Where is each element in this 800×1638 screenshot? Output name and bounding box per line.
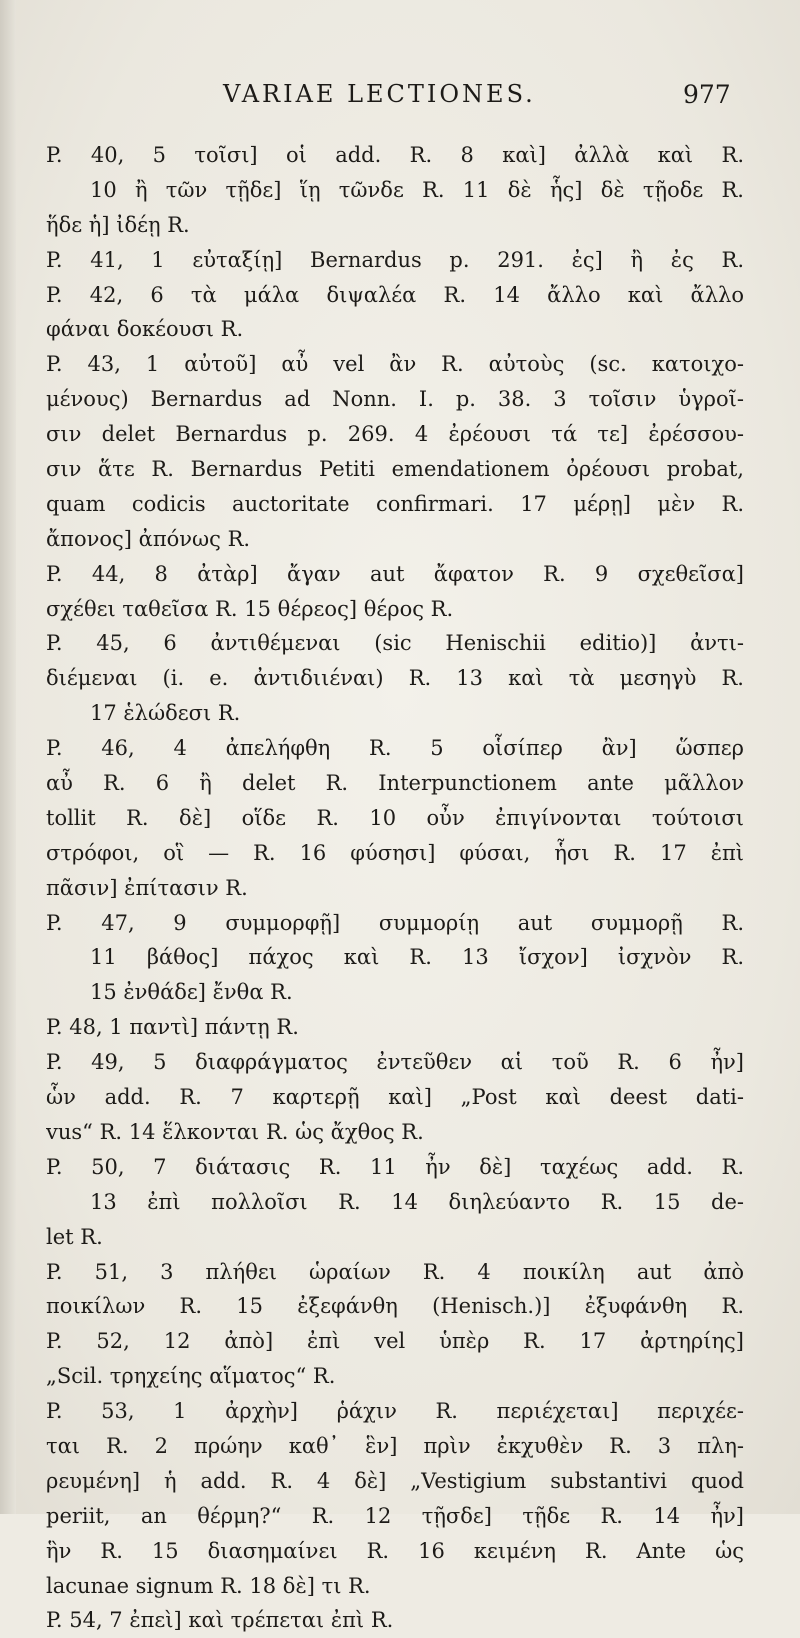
text-line: P. 44, 8 ἀτὰρ] ἄγαν aut ἄφατον R. 9 σχεθεῖσα] (46, 561, 744, 586)
text-line: P. 50, 7 διάτασις R. 11 ἦν δὲ] ταχέως add. R. (46, 1154, 744, 1179)
text-line: μένους) Bernardus ad Nonn. I. p. 38. 3 τοῖσιν ὑγροῖ- (46, 387, 744, 412)
page-number: 977 (683, 80, 731, 109)
text-line: ται R. 2 πρώην καθ᾽ ἓν] πρὶν ἐκχυθὲν R. 3 πλη- (46, 1433, 744, 1458)
text-line: let R. (46, 1224, 103, 1249)
text-line: quam codicis auctoritate confirmari. 17 μέρῃ] μὲν R. (46, 491, 744, 516)
text-line: P. 53, 1 ἀρχὴν] ῥάχιν R. περιέχεται] περιχέε- (46, 1399, 744, 1424)
text-line: P. 41, 1 εὐταξίῃ] Bernardus p. 291. ἐς] ἢ ἐς R. (46, 247, 744, 272)
text-line: tollit R. δὲ] οἵδε R. 10 οὖν ἐπιγίνονται τούτοισι (46, 805, 744, 830)
text-line: P. 54, 7 ἐπεὶ] καὶ τρέπεται ἐπὶ R. (46, 1608, 394, 1633)
running-title: VARIAE LECTIONES. (223, 80, 536, 108)
text-line: P. 45, 6 ἀντιθέμεναι (sic Henischii editio)] ἀντι- (46, 631, 744, 656)
text-line: ἄπονος] ἀπόνως R. (46, 526, 251, 551)
text-line: πᾶσιν] ἐπίτασιν R. (46, 875, 248, 900)
text-line: διέμεναι (i. e. ἀντιδιιέναι) R. 13 καὶ τὰ μεσηγὺ R. (46, 666, 744, 691)
text-line: lacunae signum R. 18 δὲ] τι R. (46, 1573, 371, 1598)
variae-lectiones-text (46, 138, 744, 1638)
text-line: 11 βάθος] πάχος καὶ R. 13 ἴσχον] ἰσχνὸν R. (90, 945, 744, 970)
text-line: στρόφοι, οἳ — R. 16 φύσησι] φύσαι, ἧσι R. 17 ἐπὶ (46, 840, 744, 865)
text-line: αὖ R. 6 ἢ delet R. Interpunctionem ante μᾶλλον (46, 771, 744, 796)
text-line: σχέθει ταθεῖσα R. 15 θέρεος] θέρος R. (46, 596, 454, 621)
text-line: 17 ἑλώδεσι R. (90, 701, 241, 726)
text-line: „Scil. τρηχείης αἵματος“ R. (46, 1364, 336, 1389)
text-line: P. 43, 1 αὐτοῦ] αὖ vel ἂν R. αὐτοὺς (sc. κατοιχο- (46, 352, 744, 377)
text-line: σιν ἅτε R. Bernardus Petiti emendationem ὀρέουσι probat, (46, 457, 744, 482)
text-line: P. 42, 6 τὰ μάλα διψαλέα R. 14 ἄλλο καὶ ἄλλο (46, 282, 744, 307)
text-line: 10 ἢ τῶν τῇδε] ἵῃ τῶνδε R. 11 δὲ ἧς] δὲ τῇοδε R. (90, 177, 744, 202)
text-line: P. 51, 3 πλήθει ὡραίων R. 4 ποικίλη aut ἀπὸ (46, 1259, 744, 1284)
text-line: P. 46, 4 ἀπελήφθη R. 5 οἷσίπερ ἂν] ὥσπερ (46, 736, 744, 761)
running-header (0, 80, 800, 120)
text-line: ρευμένη] ἡ add. R. 4 δὲ] „Vestigium substantivi quod (46, 1468, 744, 1493)
text-line: σιν delet Bernardus p. 269. 4 ἐρέουσι τά τε] ἐρέσσου- (46, 422, 744, 447)
text-line: P. 40, 5 τοῖσι] οἱ add. R. 8 καὶ] ἀλλὰ καὶ R. (46, 143, 744, 167)
text-line: vus“ R. 14 ἕλκονται R. ὡς ἄχθος R. (46, 1119, 424, 1144)
text-line: P. 49, 5 διαφράγματος ἐντεῦθεν αἱ τοῦ R. 6 ἦν] (46, 1050, 744, 1075)
text-line: ὧν add. R. 7 καρτερῇ καὶ] „Post καὶ deest dati- (46, 1085, 744, 1110)
page-gutter-shadow (0, 0, 16, 1514)
text-line: 15 ἐνθάδε] ἔνθα R. (90, 980, 293, 1005)
text-line: φάναι δοκέουσι R. (46, 317, 244, 342)
text-line: P. 52, 12 ἀπὸ] ἐπὶ vel ὑπὲρ R. 17 ἀρτηρίης] (46, 1329, 744, 1354)
text-line: P. 47, 9 συμμορφῇ] συμμορίῃ aut συμμορῇ R. (46, 910, 744, 935)
text-line: ἣν R. 15 διασημαίνει R. 16 κειμένη R. Ante ὡς (46, 1538, 744, 1563)
text-line: periit, an θέρμη?“ R. 12 τῇσδε] τῇδε R. 14 ἦν] (46, 1503, 744, 1528)
text-line: ἥδε ἡ] ἰδέῃ R. (46, 212, 190, 237)
text-line: ποικίλων R. 15 ἐξεφάνθη (Henisch.)] ἐξυφάνθη R. (46, 1294, 744, 1319)
text-line: 13 ἐπὶ πολλοῖσι R. 14 διηλεύαντο R. 15 de- (90, 1189, 744, 1214)
text-line: P. 48, 1 παντὶ] πάντῃ R. (46, 1015, 299, 1040)
